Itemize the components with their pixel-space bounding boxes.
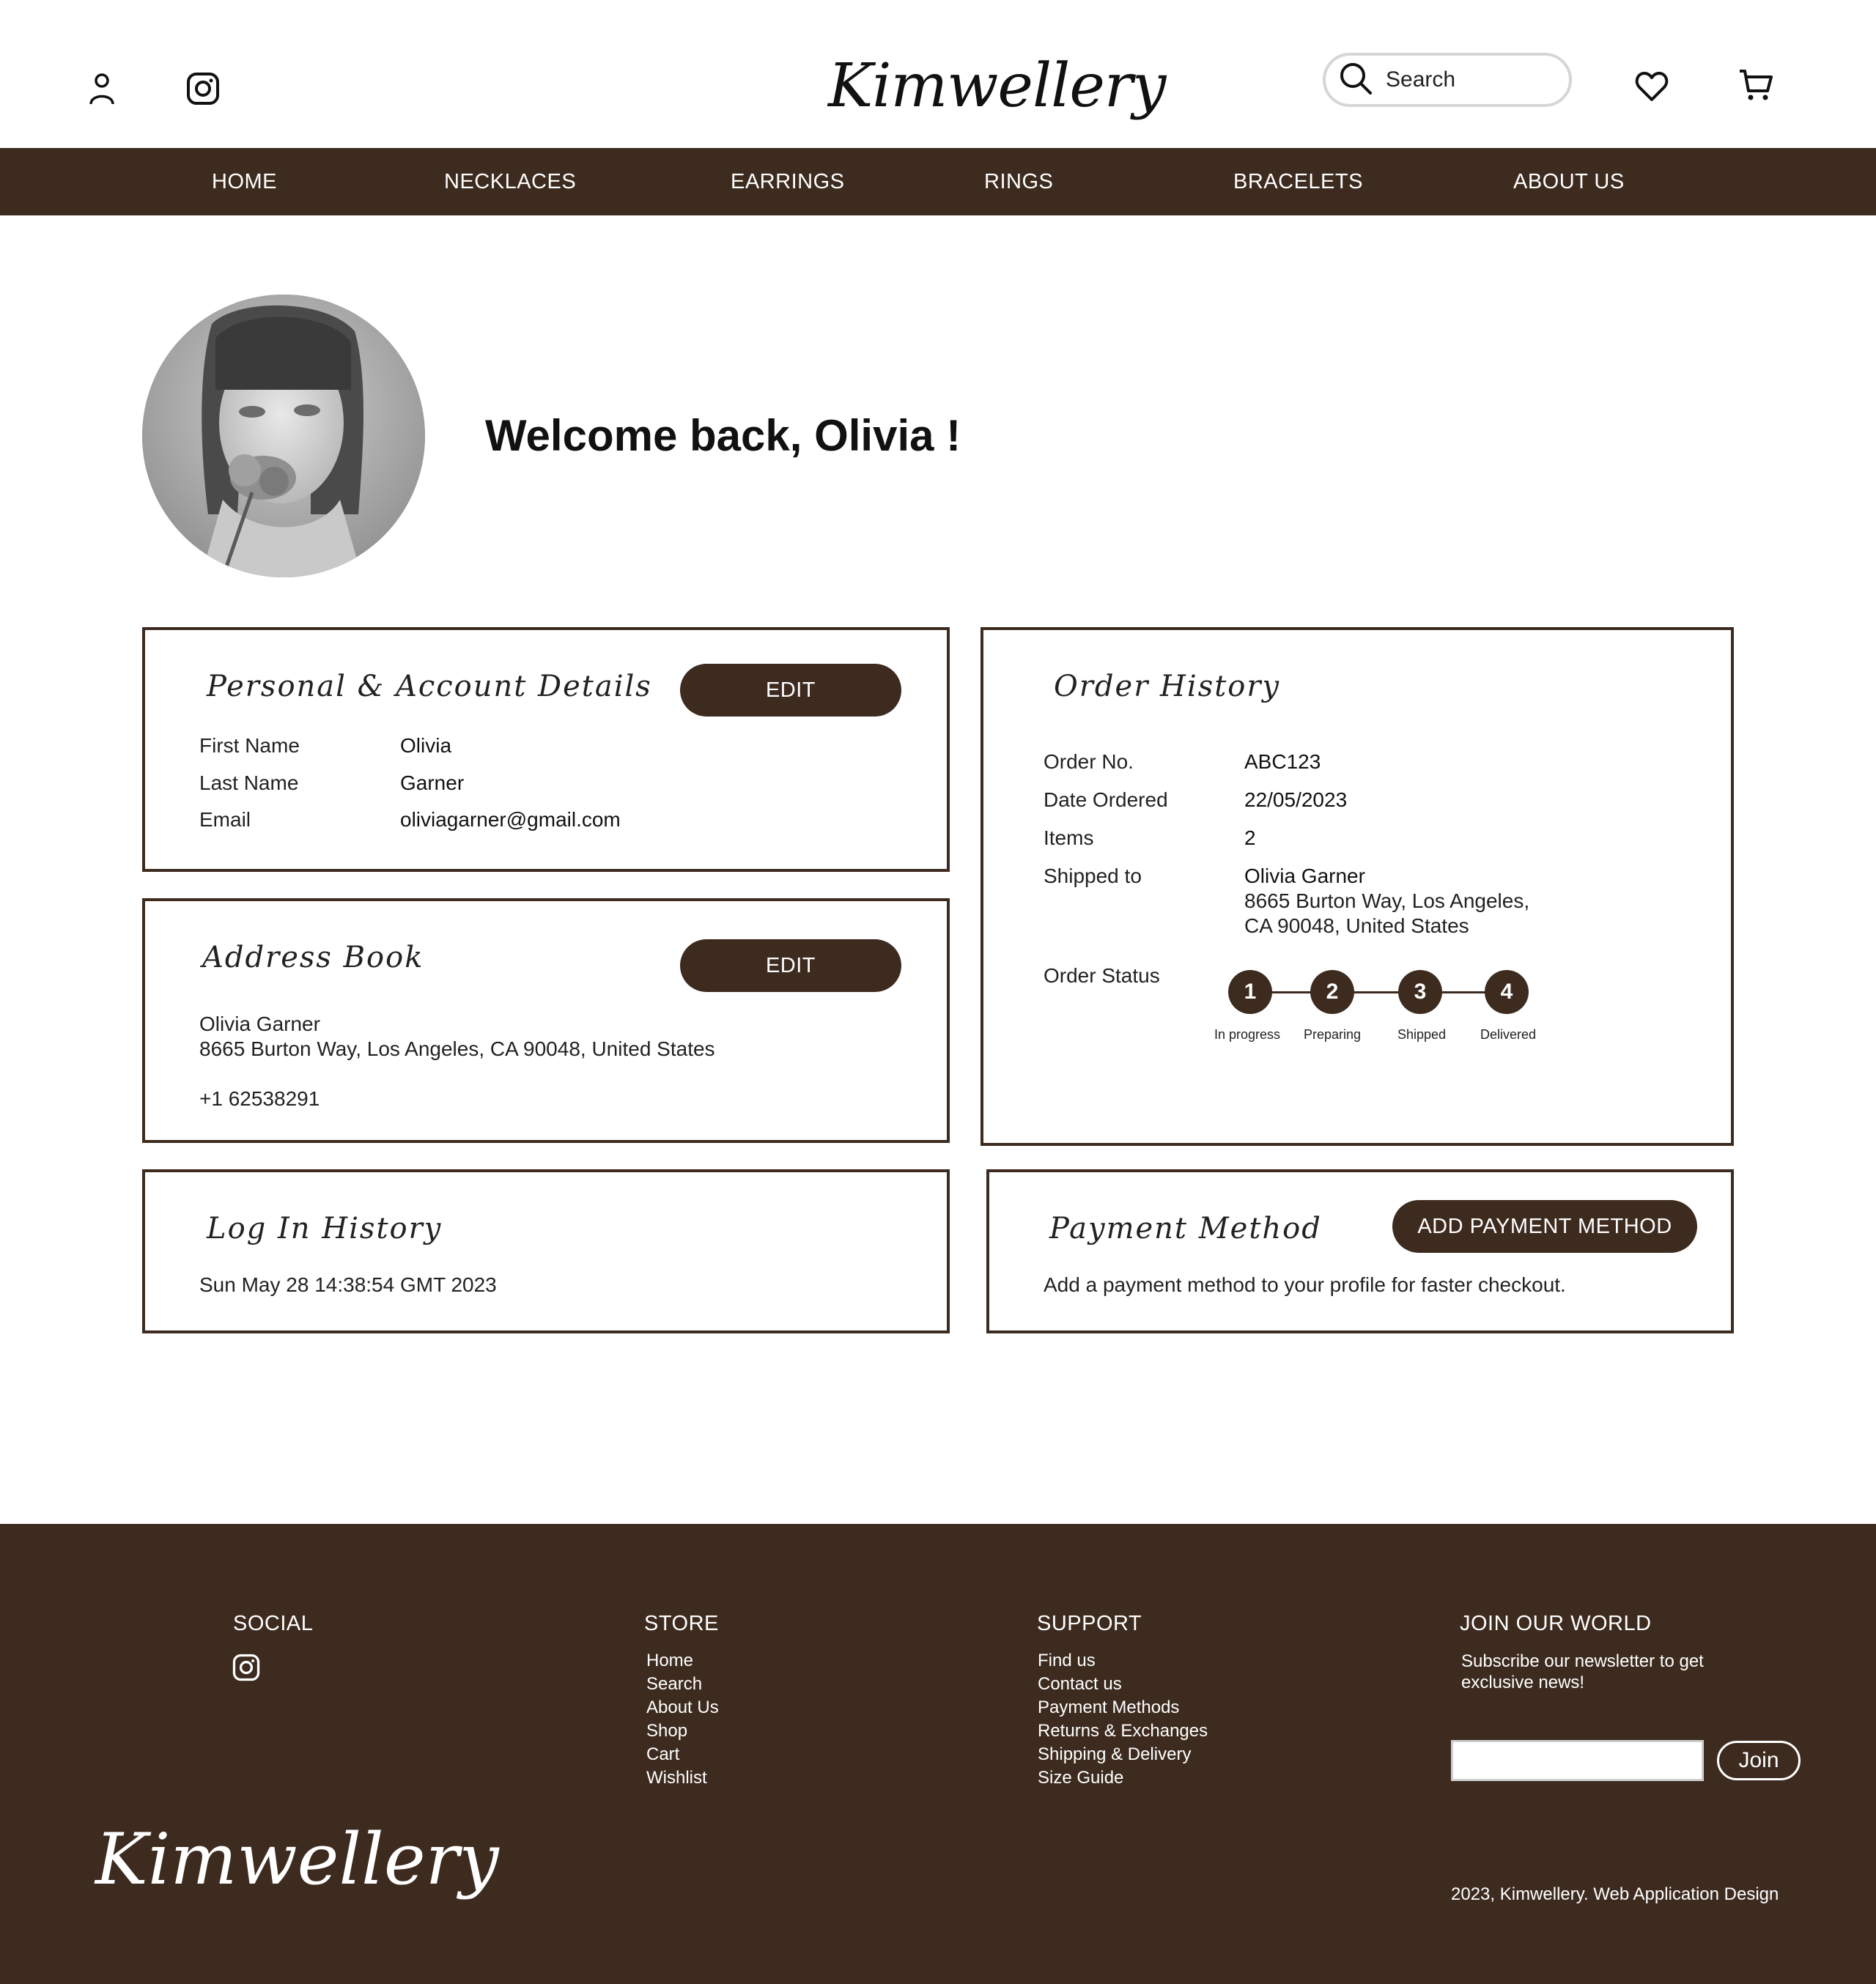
shipped-to-line2: CA 90048, United States bbox=[1244, 914, 1469, 937]
status-step-4: 4 bbox=[1485, 970, 1529, 1014]
shipped-to-line1: 8665 Burton Way, Los Angeles, bbox=[1244, 889, 1530, 912]
first-name-label: First Name bbox=[199, 734, 300, 757]
status-step-4-label: Delivered bbox=[1480, 1027, 1537, 1042]
search-bar[interactable] bbox=[1323, 53, 1572, 107]
logo-text: Kimwellery bbox=[828, 51, 1166, 121]
footer-instagram-icon[interactable] bbox=[232, 1653, 261, 1682]
address-line: 8665 Burton Way, Los Angeles, CA 90048, United States bbox=[199, 1037, 715, 1060]
nav-home[interactable]: HOME bbox=[212, 170, 277, 193]
search-icon[interactable] bbox=[1339, 62, 1373, 99]
edit-address-button[interactable]: EDIT bbox=[680, 939, 901, 992]
personal-details-title: Personal & Account Details bbox=[207, 670, 652, 703]
footer-store-heading: STORE bbox=[644, 1612, 719, 1635]
status-track-line bbox=[1250, 991, 1514, 993]
date-ordered-value: 22/05/2023 bbox=[1244, 788, 1348, 811]
footer-join-heading: JOIN OUR WORLD bbox=[1460, 1612, 1652, 1635]
footer-link-shop[interactable]: Shop bbox=[646, 1721, 688, 1741]
footer-link-find-us[interactable]: Find us bbox=[1038, 1651, 1096, 1670]
nav-earrings[interactable]: EARRINGS bbox=[731, 170, 845, 193]
nav-necklaces[interactable]: NECKLACES bbox=[444, 170, 577, 193]
footer-link-wishlist[interactable]: Wishlist bbox=[646, 1768, 707, 1788]
footer-copyright: 2023, Kimwellery. Web Application Design bbox=[1451, 1884, 1779, 1904]
order-no-label: Order No. bbox=[1044, 750, 1134, 773]
payment-method-text: Add a payment method to your profile for faster checkout. bbox=[1044, 1273, 1566, 1296]
footer-link-cart[interactable]: Cart bbox=[646, 1744, 680, 1764]
shipped-to-name: Olivia Garner bbox=[1244, 865, 1365, 887]
address-name: Olivia Garner bbox=[199, 1013, 320, 1035]
status-step-3: 3 bbox=[1398, 970, 1442, 1014]
status-step-1-label: In progress bbox=[1214, 1027, 1281, 1042]
login-history-title: Log In History bbox=[207, 1212, 443, 1245]
shipped-to-label: Shipped to bbox=[1044, 865, 1142, 887]
date-ordered-label: Date Ordered bbox=[1044, 788, 1168, 811]
user-icon[interactable] bbox=[84, 70, 120, 107]
order-no-value: ABC123 bbox=[1244, 750, 1321, 773]
site-logo[interactable] bbox=[828, 51, 1166, 132]
order-history-card bbox=[981, 627, 1734, 1146]
add-payment-method-button[interactable]: ADD PAYMENT METHOD bbox=[1392, 1200, 1697, 1253]
newsletter-email-input[interactable] bbox=[1451, 1740, 1704, 1781]
footer-link-home[interactable]: Home bbox=[646, 1651, 694, 1670]
email-value: oliviagarner@gmail.com bbox=[400, 808, 621, 831]
footer-link-size-guide[interactable]: Size Guide bbox=[1038, 1768, 1124, 1788]
payment-method-card bbox=[986, 1169, 1734, 1333]
order-status-label: Order Status bbox=[1044, 964, 1160, 987]
main-nav bbox=[0, 148, 1876, 215]
status-step-1: 1 bbox=[1228, 970, 1272, 1014]
personal-details-card bbox=[142, 627, 950, 872]
footer-social-heading: SOCIAL bbox=[233, 1612, 314, 1635]
edit-personal-button[interactable]: EDIT bbox=[680, 664, 901, 717]
footer-link-returns[interactable]: Returns & Exchanges bbox=[1038, 1721, 1208, 1741]
address-book-title: Address Book bbox=[202, 941, 424, 974]
items-value: 2 bbox=[1244, 826, 1256, 849]
email-label: Email bbox=[199, 808, 251, 831]
payment-method-title: Payment Method bbox=[1049, 1212, 1322, 1245]
footer-link-about-us[interactable]: About Us bbox=[646, 1698, 719, 1717]
cart-icon[interactable] bbox=[1735, 64, 1776, 106]
footer-logo[interactable]: Kimwellery bbox=[95, 1818, 499, 1900]
first-name-value: Olivia bbox=[400, 734, 452, 757]
status-step-2-label: Preparing bbox=[1303, 1027, 1362, 1042]
search-input[interactable] bbox=[1386, 67, 1540, 92]
login-history-entry: Sun May 28 14:38:54 GMT 2023 bbox=[199, 1273, 497, 1296]
nav-rings[interactable]: RINGS bbox=[984, 170, 1054, 193]
last-name-value: Garner bbox=[400, 771, 465, 794]
nav-about-us[interactable]: ABOUT US bbox=[1513, 170, 1625, 193]
status-step-2: 2 bbox=[1310, 970, 1354, 1014]
address-book-card bbox=[142, 898, 950, 1143]
footer-join-text: Subscribe our newsletter to get exclusive news! bbox=[1461, 1651, 1704, 1692]
footer-link-shipping[interactable]: Shipping & Delivery bbox=[1038, 1744, 1192, 1764]
address-phone: +1 62538291 bbox=[199, 1087, 320, 1110]
nav-bracelets[interactable]: BRACELETS bbox=[1233, 170, 1363, 193]
heart-icon[interactable] bbox=[1631, 66, 1672, 107]
status-step-3-label: Shipped bbox=[1397, 1027, 1447, 1042]
order-history-title: Order History bbox=[1054, 670, 1281, 703]
last-name-label: Last Name bbox=[199, 771, 299, 794]
site-header bbox=[0, 0, 1876, 148]
footer-support-heading: SUPPORT bbox=[1037, 1612, 1142, 1635]
footer-link-payment-methods[interactable]: Payment Methods bbox=[1038, 1698, 1180, 1717]
newsletter-join-button[interactable]: Join bbox=[1717, 1741, 1801, 1780]
login-history-card bbox=[142, 1169, 950, 1333]
items-label: Items bbox=[1044, 826, 1094, 849]
avatar bbox=[142, 295, 425, 577]
instagram-icon[interactable] bbox=[185, 70, 221, 107]
footer-link-search[interactable]: Search bbox=[646, 1674, 703, 1694]
welcome-heading: Welcome back, Olivia ! bbox=[485, 411, 961, 460]
footer-link-contact-us[interactable]: Contact us bbox=[1038, 1674, 1122, 1694]
